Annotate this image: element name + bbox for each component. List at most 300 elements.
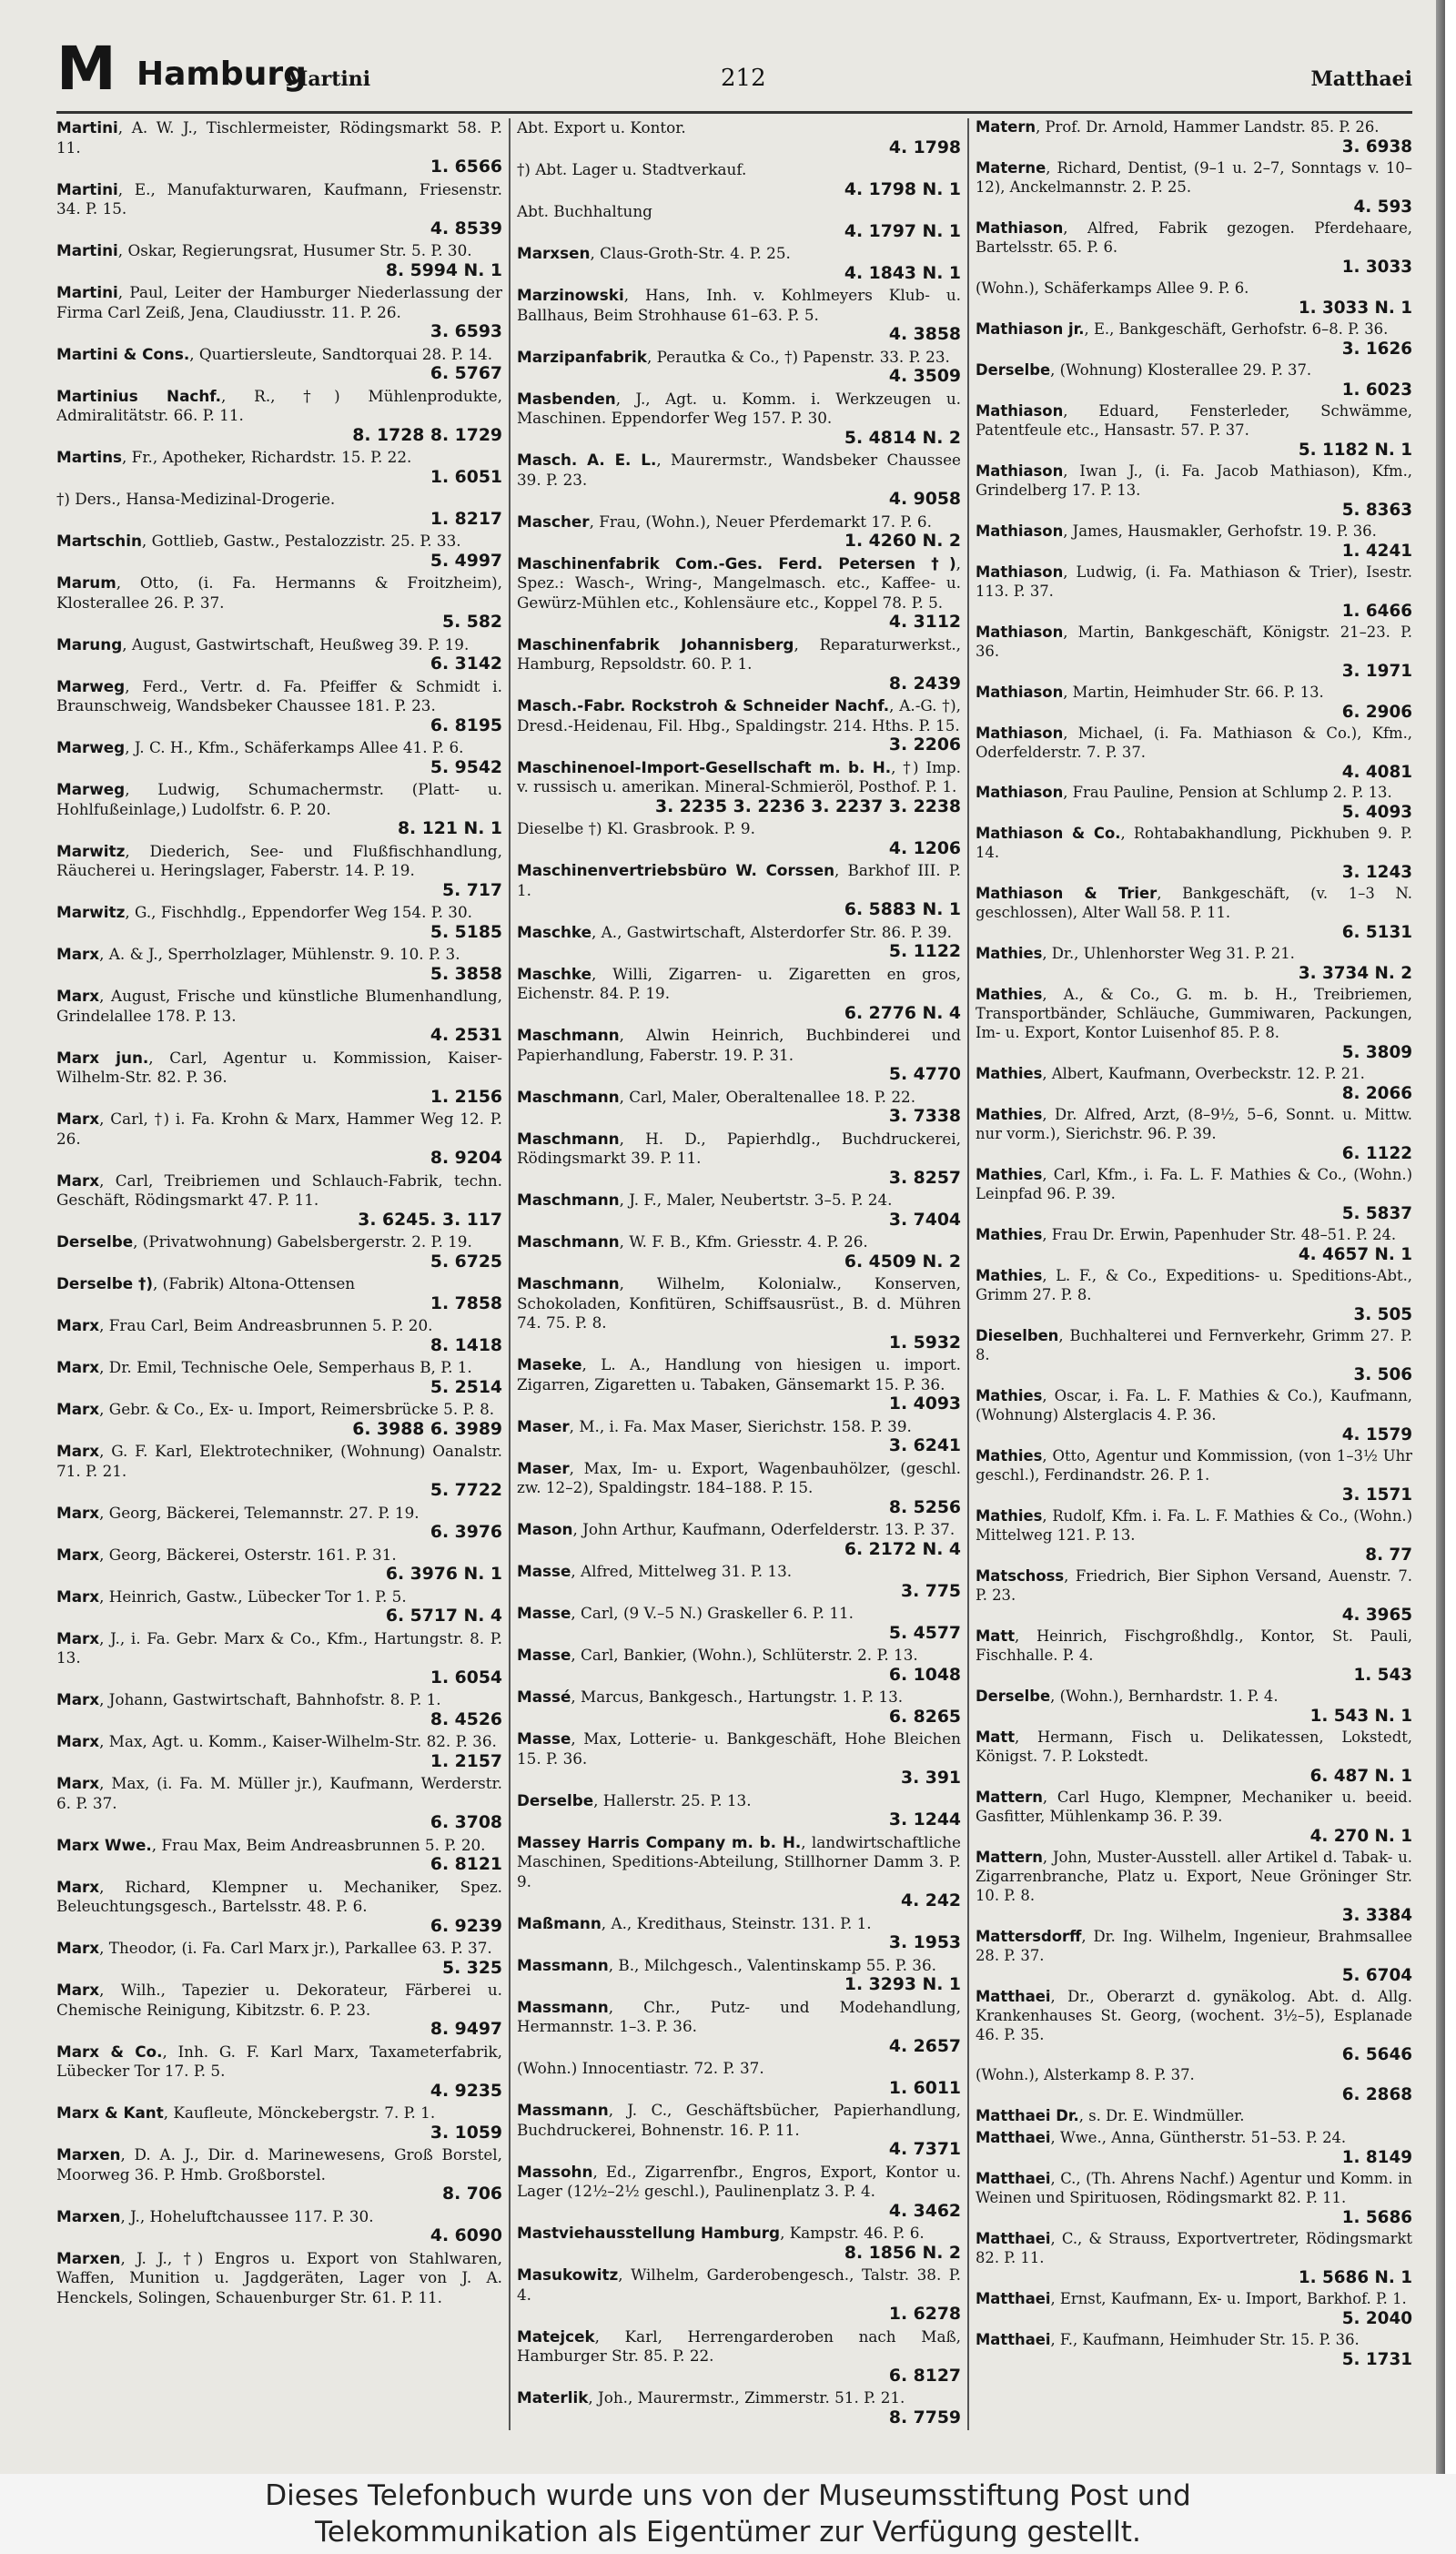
entry-text: Martini, Paul, Leiter der Hamburger Niederlassung der Firma Carl Zeiß, Jena, Claudiusstr. 11. P. 26.: [56, 283, 502, 321]
entry-text: Mathies, Otto, Agentur und Kommission, (von 1–3½ Uhr geschl.), Ferdinandstr. 26. P. 1.: [976, 1446, 1412, 1484]
phone-number: 6. 2776 N. 4: [844, 1003, 961, 1023]
phone-number: 5. 717: [441, 880, 502, 900]
entry-text: Marwitz, G., Fischhdlg., Eppendorfer Weg 154. P. 30.: [56, 903, 472, 921]
page-header: [56, 36, 1412, 109]
phone-number: 8. 1418: [430, 1335, 502, 1355]
directory-entry: [56, 1400, 502, 1439]
directory-entry: [56, 1316, 502, 1355]
entry-text: Marx, Carl, †) i. Fa. Krohn & Marx, Hammer Weg 12. P. 26.: [56, 1110, 502, 1148]
directory-entry: [976, 1728, 1412, 1786]
phone-number: 5. 6704: [1341, 1965, 1412, 1985]
header-first-entry: Martini: [286, 67, 371, 91]
directory-entry: [56, 1232, 502, 1272]
directory-entry: [517, 1604, 961, 1643]
directory-entry: [517, 861, 961, 920]
phone-number: 3. 6241: [888, 1436, 961, 1455]
entry-text: Maschinenoel-Import-Gesellschaft m. b. H., †) Imp. v. russisch u. amerikan. Mineral-Schmieröl, Posthof. P. 1.: [517, 757, 961, 796]
directory-entry: [976, 2129, 1412, 2167]
phone-number: 3. 7404: [888, 1210, 961, 1230]
phone-number: 1. 5686: [1341, 2208, 1412, 2228]
phone-number: 5. 4093: [1341, 803, 1412, 823]
column-3: [976, 118, 1412, 2430]
directory-entry: [56, 241, 502, 280]
directory-entry: [976, 784, 1412, 822]
entry-text: Marx, A. & J., Sperrholzlager, Mühlenstr. 9. 10. P. 3.: [56, 945, 460, 963]
column-divider: [509, 118, 511, 2430]
directory-entry: [517, 160, 961, 199]
entry-text: Mathiason & Co., Rohtabakhandlung, Pickhuben 9. P. 14.: [976, 825, 1412, 862]
entry-text: Massey Harris Company m. b. H., landwirtschaftliche Maschinen, Speditions-Abteilung, Stillhorner Damm 3. P. 9.: [517, 1832, 961, 1890]
directory-entry: [976, 361, 1412, 400]
phone-number: 5. 9542: [430, 757, 502, 777]
phone-number: 6. 8195: [430, 715, 502, 735]
phone-number: 6. 1122: [1341, 1144, 1412, 1164]
directory-entry: [976, 2170, 1412, 2227]
entry-text: Marx & Co., Inh. G. F. Karl Marx, Taxameterfabrik, Lübecker Tor 17. P. 5.: [56, 2042, 502, 2080]
entry-text: Matthaei, Dr., Oberarzt d. gynäkolog. Abt. d. Allg. Krankenhauses St. Georg, (wochent. 3½–5), Esplanade 46. P. 35.: [976, 1987, 1412, 2043]
directory-entry: [56, 180, 502, 239]
entry-text: Mathies, Dr., Uhlenhorster Weg 31. P. 21.: [976, 945, 1295, 963]
entry-text: Masse, Alfred, Mittelweg 31. P. 13.: [517, 1562, 793, 1580]
phone-number: 4. 1798: [888, 137, 961, 157]
phone-number: 6. 8127: [888, 2366, 961, 2386]
page-number: 212: [721, 65, 766, 92]
directory-entry: [976, 118, 1412, 157]
phone-number: 1. 6011: [888, 2078, 961, 2098]
phone-number: 1. 543 N. 1: [1309, 1706, 1412, 1726]
entry-text: Marx, Georg, Bäckerei, Telemannstr. 27. P. 19.: [56, 1503, 420, 1522]
entry-text: Mathiason, James, Hausmakler, Gerhofstr. 19. P. 36.: [976, 522, 1377, 540]
entry-text: Matthaei, Wwe., Anna, Güntherstr. 51–53. P. 24.: [976, 2129, 1347, 2147]
directory-entry: [56, 1504, 502, 1543]
phone-number: 3. 1059: [430, 2123, 502, 2143]
entry-text: Abt. Export u. Kontor.: [517, 118, 686, 137]
entry-text: Matschoss, Friedrich, Bier Siphon Versand, Auenstr. 7. P. 23.: [976, 1566, 1412, 1604]
phone-number: 4. 3509: [888, 367, 961, 386]
footer-line-2: Telekommunikation als Eigentümer zur Verfügung gestellt.: [315, 2516, 1141, 2549]
phone-number: 1. 6054: [430, 1667, 502, 1687]
directory-entry: [517, 758, 961, 817]
phone-number: 8. 1856 N. 2: [844, 2243, 961, 2263]
entry-text: Mastviehausstellung Hamburg, Kampstr. 46. P. 6.: [517, 2224, 925, 2242]
entry-text: Maschmann, Carl, Maler, Oberaltenallee 18. P. 22.: [517, 1087, 916, 1106]
phone-number: 1. 543: [1353, 1665, 1412, 1685]
phone-number: 3. 506: [1353, 1365, 1412, 1385]
directory-entry: [517, 390, 961, 449]
entry-text: Mathiason, Iwan J., (i. Fa. Jacob Mathiason), Kfm., Grindelberg 17. P. 13.: [976, 461, 1412, 499]
entry-text: Martins, Fr., Apotheker, Richardstr. 15. P. 22.: [56, 448, 412, 466]
header-letter: M: [56, 34, 116, 104]
directory-entry: [517, 1520, 961, 1559]
directory-entry: [56, 2042, 502, 2102]
phone-number: 4. 7371: [888, 2140, 961, 2159]
entry-text: Marx, Max, Agt. u. Komm., Kaiser-Wilhelm-Str. 82. P. 36.: [56, 1732, 497, 1750]
entry-text: Mason, John Arthur, Kaufmann, Oderfelderstr. 13. P. 37.: [517, 1520, 956, 1538]
phone-number: 8. 5994 N. 1: [385, 260, 502, 280]
directory-entry: [56, 490, 502, 529]
directory-entry: [976, 825, 1412, 882]
phone-number: 1. 8149: [1341, 2148, 1412, 2168]
directory-entry: [517, 1646, 961, 1685]
phone-number: 6. 5767: [430, 364, 502, 383]
directory-entry: [976, 279, 1412, 318]
phone-number: 6. 8121: [430, 1855, 502, 1874]
phone-number: 8. 706: [441, 2184, 502, 2204]
phone-number: 1. 3033: [1341, 257, 1412, 277]
entry-text: Maschmann, J. F., Maler, Neubertstr. 3–5. P. 24.: [517, 1191, 893, 1209]
directory-entry: [976, 1627, 1412, 1685]
phone-number: 3. 6938: [1341, 137, 1412, 157]
entry-text: Masch.-Fabr. Rockstroh & Schneider Nachf., A.-G. †), Dresd.-Heidenau, Fil. Hbg., Spaldingstr. 214. Hths. P. 15.: [517, 696, 961, 735]
directory-entry: [56, 573, 502, 633]
phone-number: 1. 6566: [430, 157, 502, 177]
entry-text: Maschmann, W. F. B., Kfm. Griesstr. 4. P. 26.: [517, 1232, 868, 1251]
entry-text: Mathiason, Martin, Bankgeschäft, Königstr. 21–23. P. 36.: [976, 623, 1412, 660]
phone-number: 6. 5646: [1341, 2044, 1412, 2064]
entry-text: Maschmann, H. D., Papierhdlg., Buchdruckerei, Rödingsmarkt 39. P. 11.: [517, 1129, 961, 1167]
phone-number: 3. 1243: [1341, 863, 1412, 883]
directory-entry: [976, 1789, 1412, 1846]
entry-text: Mathies, L. F., & Co., Expeditions- u. Speditions-Abt., Grimm 27. P. 8.: [976, 1267, 1412, 1304]
entry-text: Masukowitz, Wilhelm, Garderobengesch., Talstr. 38. P. 4.: [517, 2265, 961, 2304]
entry-text: Maschinenfabrik Com.-Ges. Ferd. Petersen †), Spez.: Wasch-, Wring-, Mangelmasch. etc., Kaffee- u. Gewürz-Mühlen etc., Kohlensäure etc., Koppel 78. P. 5.: [517, 553, 961, 612]
directory-entry: [517, 1998, 961, 2057]
directory-entry: [517, 965, 961, 1024]
footer-note: [0, 2474, 1456, 2554]
entry-text: Matt, Hermann, Fisch u. Delikatessen, Lokstedt, Königst. 7. P. Lokstedt.: [976, 1728, 1412, 1765]
phone-number: 1. 3293 N. 1: [844, 1975, 961, 1994]
entry-text: †) Abt. Lager u. Stadtverkauf.: [517, 160, 747, 178]
entry-text: Mascher, Frau, (Wohn.), Neuer Pferdemarkt 17. P. 6.: [517, 512, 932, 531]
entry-text: Maser, Max, Im- u. Export, Wagenbauhölzer, (geschl. zw. 12–2), Spaldingstr. 184–188. P. 15.: [517, 1458, 961, 1496]
entry-text: Martini, A. W. J., Tischlermeister, Rödingsmarkt 58. P. 11.: [56, 118, 502, 157]
phone-number: 4. 1579: [1341, 1424, 1412, 1444]
directory-entry: [56, 1629, 502, 1688]
entry-text: Masse, Carl, (9 V.–5 N.) Graskeller 6. P. 11.: [517, 1604, 854, 1622]
directory-entry: [976, 1166, 1412, 1223]
entry-text: Derselbe, (Wohnung) Klosterallee 29. P. 37.: [976, 360, 1312, 379]
directory-entry: [517, 202, 961, 241]
entry-text: Mathiason, Michael, (i. Fa. Mathiason & Co.), Kfm., Oderfelderstr. 7. P. 37.: [976, 724, 1412, 761]
directory-entry: [56, 1732, 502, 1771]
phone-number: 6. 5883 N. 1: [844, 900, 961, 919]
directory-entry: [517, 1355, 961, 1414]
phone-number: 6. 1048: [888, 1665, 961, 1685]
phone-number: 5. 3858: [430, 964, 502, 984]
entry-text: Massmann, Chr., Putz- und Modehandlung, Hermannstr. 1–3. P. 36.: [517, 1997, 961, 2035]
phone-number: 8. 7759: [888, 2407, 961, 2427]
footer-line-1: Dieses Telefonbuch wurde uns von der Museumsstiftung Post und: [265, 2479, 1191, 2512]
entry-text: Derselbe, (Wohn.), Bernhardstr. 1. P. 4.: [976, 1687, 1279, 1705]
phone-number: 5. 4997: [430, 551, 502, 571]
directory-entry: [517, 348, 961, 387]
phone-number: 1. 8217: [430, 509, 502, 529]
phone-number: 3. 6593: [430, 322, 502, 341]
directory-entry: [976, 219, 1412, 277]
entry-text: Marx, Johann, Gastwirtschaft, Bahnhofstr. 8. P. 1.: [56, 1690, 441, 1708]
entry-text: Mathiason, Eduard, Fensterleder, Schwämme, Patentfeule etc., Hansastr. 57. P. 37.: [976, 401, 1412, 439]
phone-number: 6. 3976 N. 1: [385, 1565, 502, 1584]
entry-text: Massohn, Ed., Zigarrenfbr., Engros, Export, Kontor u. Lager (12½–2½ geschl.), Paulinenplatz 3. P. 4.: [517, 2162, 961, 2200]
phone-number: 1. 2157: [430, 1751, 502, 1771]
phone-number: 3. 505: [1353, 1305, 1412, 1325]
directory-entry: [517, 2101, 961, 2160]
phone-number: 1. 6278: [888, 2305, 961, 2324]
entry-text: Maßmann, A., Kredithaus, Steinstr. 131. P. 1.: [517, 1913, 872, 1932]
entry-text: Marx, Wilh., Tapezier u. Dekorateur, Färberei u. Chemische Reinigung, Kibitzstr. 6. P. 23.: [56, 1981, 502, 2019]
directory-entry: [517, 923, 961, 962]
phone-number: 8. 5256: [888, 1497, 961, 1517]
directory-entry: [976, 684, 1412, 722]
entry-text: Marung, August, Gastwirtschaft, Heußweg 39. P. 19.: [56, 634, 470, 654]
phone-number: 1. 4260 N. 2: [844, 532, 961, 551]
phone-number: 6. 9239: [430, 1916, 502, 1936]
directory-entry: [56, 1171, 502, 1231]
phone-number: 4. 242: [900, 1891, 961, 1910]
phone-number: 4. 3462: [888, 2201, 961, 2221]
entry-text: (Wohn.) Innocentiastr. 72. P. 37.: [517, 2059, 764, 2077]
phone-number: 4. 3965: [1341, 1605, 1412, 1625]
phone-number: 5. 5185: [430, 922, 502, 942]
directory-entry: [56, 1878, 502, 1937]
entry-text: Matern, Prof. Dr. Arnold, Hammer Landstr. 85. P. 26.: [976, 118, 1380, 136]
directory-entry: [976, 1849, 1412, 1925]
entry-text: Dieselben, Buchhalterei und Fernverkehr, Grimm 27. P. 8.: [976, 1327, 1412, 1364]
phone-number: 4. 4081: [1341, 762, 1412, 782]
directory-entry: [976, 1567, 1412, 1625]
directory-entry: [517, 696, 961, 755]
phone-number: 1. 3033 N. 1: [1298, 298, 1412, 318]
entry-text: Maschinenfabrik Johannisberg, Reparaturwerkst., Hamburg, Repsoldstr. 60. P. 1.: [517, 634, 961, 673]
directory-entry: [517, 1026, 961, 1085]
phone-number: 8. 9204: [430, 1149, 502, 1168]
entry-text: Marx, Frau Carl, Beim Andreasbrunnen 5. P. 20.: [56, 1316, 433, 1334]
entry-text: Materne, Richard, Dentist, (9–1 u. 2–7, Sonntags v. 10–12), Anckelmannstr. 2. P. 25.: [976, 158, 1412, 196]
phone-number: 5. 1122: [888, 942, 961, 961]
entry-text: Matthaei, Ernst, Kaufmann, Ex- u. Import, Barkhof. P. 1.: [976, 2290, 1407, 2308]
phone-number: 4. 8539: [430, 218, 502, 238]
phone-number: 1. 5932: [888, 1333, 961, 1353]
entry-text: Matthaei Dr., s. Dr. E. Windmüller.: [976, 2107, 1245, 2125]
directory-entry: [517, 1956, 961, 1995]
phone-number: 3. 1953: [888, 1933, 961, 1952]
entry-text: Matthaei, C., (Th. Ahrens Nachf.) Agentur und Komm. in Weinen und Spirituosen, Rödingsmarkt 82. P. 11.: [976, 2170, 1412, 2207]
phone-number: 3. 775: [900, 1581, 961, 1601]
directory-entry: [517, 244, 961, 283]
phone-number: 8. 1728 8. 1729: [352, 425, 502, 445]
phone-number: 5. 582: [441, 613, 502, 632]
directory-entry: [976, 159, 1412, 217]
entry-text: (Wohn.), Schäferkamps Allee 9. P. 6.: [976, 279, 1249, 297]
directory-entry: [56, 532, 502, 571]
entry-text: Mattern, John, Muster-Ausstell. aller Artikel d. Tabak- u. Zigarrenbranche, Platz u. Export, Neue Gröninger Str. 10. P. 8.: [976, 1848, 1412, 1904]
entry-text: Matt, Heinrich, Fischgroßhdlg., Kontor, St. Pauli, Fischhalle. P. 4.: [976, 1627, 1412, 1664]
entry-text: Marx, August, Frische und künstliche Blumenhandlung, Grindelallee 178. P. 13.: [56, 987, 502, 1025]
phone-number: 5. 5837: [1341, 1204, 1412, 1224]
directory-entry: [976, 2107, 1412, 2126]
directory-entry: [56, 2249, 502, 2308]
phone-number: 5. 4770: [888, 1065, 961, 1084]
directory-entry: [976, 1687, 1412, 1726]
directory-entry: [976, 623, 1412, 681]
entry-text: Maschinenvertriebsbüro W. Corssen, Barkhof III. P. 1.: [517, 861, 961, 899]
directory-entry: [517, 512, 961, 552]
phone-number: 1. 2156: [430, 1087, 502, 1107]
entry-text: Marxsen, Claus-Groth-Str. 4. P. 25.: [517, 244, 791, 262]
entry-text: Massé, Marcus, Bankgesch., Hartungstr. 1. P. 13.: [517, 1687, 904, 1706]
directory-entry: [976, 2290, 1412, 2328]
entry-text: Maser, M., i. Fa. Max Maser, Sierichstr. 158. P. 39.: [517, 1416, 912, 1435]
entry-text: Marx, Richard, Klempner u. Mechaniker, Spez. Beleuchtungsgesch., Bartelsstr. 48. P. 6.: [56, 1877, 502, 1915]
column-1: [56, 118, 502, 2430]
directory-entry: [517, 1833, 961, 1911]
directory-entry: [976, 522, 1412, 561]
directory-entry: [56, 1442, 502, 1501]
entry-text: Matthaei, F., Kaufmann, Heimhuder Str. 15. P. 36.: [976, 2331, 1360, 2349]
entry-text: Matthaei, C., & Strauss, Exportvertreter, Rödingsmarkt 82. P. 11.: [976, 2230, 1412, 2267]
phone-number: 6. 3708: [430, 1813, 502, 1832]
entry-text: Marx Wwe., Frau Max, Beim Andreasbrunnen 5. P. 20.: [56, 1835, 486, 1854]
directory-entry: [976, 986, 1412, 1062]
phone-number: 3. 3734 N. 2: [1298, 964, 1412, 984]
directory-entry: [56, 448, 502, 487]
directory-entry: [976, 1988, 1412, 2064]
directory-entry: [976, 402, 1412, 460]
phone-number: 5. 7722: [430, 1481, 502, 1500]
phone-number: 4. 3858: [888, 325, 961, 344]
directory-entry: [56, 387, 502, 446]
entry-text: Marweg, J. C. H., Kfm., Schäferkamps Allee 41. P. 6.: [56, 738, 464, 756]
phone-number: 4. 1797 N. 1: [844, 221, 961, 241]
entry-text: Abt. Buchhaltung: [517, 202, 652, 220]
entry-text: Marx, Theodor, (i. Fa. Carl Marx jr.), Parkallee 63. P. 37.: [56, 1939, 492, 1957]
phone-number: 3. 391: [900, 1769, 961, 1788]
directory-entry: [56, 945, 502, 984]
phone-number: 5. 1731: [1341, 2350, 1412, 2370]
directory-entry: [56, 987, 502, 1046]
directory-entry: [976, 2230, 1412, 2287]
directory-entry: [517, 2327, 961, 2387]
directory-entry: [517, 1687, 961, 1727]
entry-text: Marx, Gebr. & Co., Ex- u. Import, Reimersbrücke 5. P. 8.: [56, 1400, 495, 1418]
directory-entry: [976, 1327, 1412, 1384]
phone-number: 4. 1206: [888, 838, 961, 858]
entry-text: Materlik, Joh., Maurermstr., Zimmerstr. 51. P. 21.: [517, 2388, 905, 2407]
entry-text: Mathies, Carl, Kfm., i. Fa. L. F. Mathies & Co., (Wohn.) Leinpfad 96. P. 39.: [976, 1166, 1412, 1203]
directory-entry: [517, 2163, 961, 2222]
phone-number: 8. 77: [1365, 1545, 1412, 1565]
phone-number: 3. 1971: [1341, 661, 1412, 681]
directory-entry: [517, 635, 961, 694]
scan-edge-shadow: [1436, 0, 1445, 2474]
directory-entry: [517, 1417, 961, 1456]
directory-entry: [517, 451, 961, 510]
phone-number: 4. 9058: [888, 490, 961, 509]
directory-entry: [56, 2103, 502, 2143]
directory-entry: [517, 1191, 961, 1230]
entry-text: Marweg, Ludwig, Schumachermstr. (Platt- u. Hohlfußeinlage,) Ludolfstr. 6. P. 20.: [56, 780, 502, 818]
directory-entry: [976, 1387, 1412, 1444]
phone-number: 6. 2172 N. 4: [844, 1539, 961, 1559]
entry-text: Mathiason, Ludwig, (i. Fa. Mathiason & Trier), Isestr. 113. P. 37.: [976, 562, 1412, 600]
entry-text: Mathiason, Alfred, Fabrik gezogen. Pferdehaare, Bartelsstr. 65. P. 6.: [976, 218, 1412, 256]
directory-entry: [517, 1791, 961, 1830]
entry-text: Mathies, Albert, Kaufmann, Overbeckstr. 12. P. 21.: [976, 1065, 1365, 1083]
entry-text: Marx, Dr. Emil, Technische Oele, Semperhaus B, P. 1.: [56, 1358, 472, 1376]
phone-number: 3. 1244: [888, 1810, 961, 1829]
entry-text: Mathiason, Martin, Heimhuder Str. 66. P. 13.: [976, 683, 1324, 701]
entry-text: Maschke, Willi, Zigarren- u. Zigaretten en gros, Eichenstr. 84. P. 19.: [517, 964, 961, 1002]
column-2: [517, 118, 961, 2430]
directory-entry: [976, 2331, 1412, 2369]
entry-text: Massmann, B., Milchgesch., Valentinskamp 55. P. 36.: [517, 1955, 936, 1974]
entry-text: Mathiason jr., E., Bankgeschäft, Gerhofstr. 6–8. P. 36.: [976, 319, 1389, 338]
phone-number: 4. 270 N. 1: [1309, 1826, 1412, 1846]
phone-number: 3. 1626: [1341, 339, 1412, 359]
directory-entry: [56, 1690, 502, 1729]
header-city: Hamburg: [136, 56, 307, 93]
directory-entry: [56, 903, 502, 942]
entry-text: Marx, G. F. Karl, Elektrotechniker, (Wohnung) Oanalstr. 71. P. 21.: [56, 1442, 502, 1480]
entry-text: Mattern, Carl Hugo, Klempner, Mechaniker u. beeid. Gasfitter, Mühlenkamp 36. P. 39.: [976, 1788, 1412, 1825]
directory-entry: [56, 2145, 502, 2204]
entry-text: Marxen, J., Hoheluftchaussee 117. P. 30.: [56, 2206, 374, 2225]
directory-entry: [56, 1836, 502, 1875]
phone-number: 4. 9235: [430, 2081, 502, 2101]
directory-entry: [976, 1447, 1412, 1505]
phone-number: 6. 5717 N. 4: [385, 1606, 502, 1626]
directory-entry: [517, 1232, 961, 1272]
entry-text: Derselbe †), (Fabrik) Altona-Ottensen: [56, 1274, 356, 1292]
entry-text: Derselbe, (Privatwohnung) Gabelsbergerstr. 2. P. 19.: [56, 1232, 472, 1251]
entry-text: Mattersdorff, Dr. Ing. Wilhelm, Ingenieur, Brahmsallee 28. P. 37.: [976, 1927, 1412, 1964]
directory-entry: [56, 1274, 502, 1313]
entry-text: Maschmann, Alwin Heinrich, Buchbinderei und Papierhandlung, Faberstr. 19. P. 31.: [517, 1026, 961, 1064]
directory-entry: [976, 1226, 1412, 1264]
phone-number: 1. 7858: [430, 1293, 502, 1313]
phone-number: 5. 3809: [1341, 1043, 1412, 1063]
directory-entry: [976, 462, 1412, 520]
directory-entry: [976, 1267, 1412, 1324]
phone-number: 8. 121 N. 1: [397, 819, 502, 838]
phone-number: 3. 6245. 3. 117: [358, 1210, 502, 1230]
entry-text: Marzinowski, Hans, Inh. v. Kohlmeyers Klub- u. Ballhaus, Beim Strohhause 61–63. P. 5.: [517, 286, 961, 324]
phone-number: 5. 8363: [1341, 500, 1412, 520]
phone-number: 4. 1798 N. 1: [844, 179, 961, 199]
entry-text: Marwitz, Diederich, See- und Flußfischhandlung, Räucherei u. Heringslager, Faberstr. 14. P. 19.: [56, 841, 502, 879]
directory-entry: [976, 1928, 1412, 1985]
phone-number: 3. 2206: [888, 735, 961, 755]
entry-text: Maschke, A., Gastwirtschaft, Alsterdorfer Str. 86. P. 39.: [517, 922, 953, 941]
directory-entry: [56, 1358, 502, 1397]
phone-number: 5. 2514: [430, 1377, 502, 1397]
entry-text: Matejcek, Karl, Herrengarderoben nach Maß, Hamburger Str. 85. P. 22.: [517, 2326, 961, 2365]
entry-text: Marx, Georg, Bäckerei, Osterstr. 161. P. 31.: [56, 1545, 397, 1564]
phone-number: 3. 1571: [1341, 1485, 1412, 1505]
directory-entry: [56, 780, 502, 839]
entry-text: Maschmann, Wilhelm, Kolonialw., Konserven, Schokoladen, Konfitüren, Schiffsausrüst., B. d. Mühren 74. 75. P. 8.: [517, 1274, 961, 1332]
entry-text: Maseke, L. A., Handlung von hiesigen u. import. Zigarren, Zigaretten u. Tabaken, Gänsemarkt 15. P. 36.: [517, 1355, 961, 1394]
entry-text: Mathiason, Frau Pauline, Pension at Schlump 2. P. 13.: [976, 784, 1392, 802]
entry-text: Marx, Carl, Treibriemen und Schlauch-Fabrik, techn. Geschäft, Rödingsmarkt 47. P. 11.: [56, 1171, 502, 1209]
directory-entry: [56, 1774, 502, 1833]
directory-entry: [56, 118, 502, 177]
directory-entry: [56, 2207, 502, 2246]
directory-entry: [976, 885, 1412, 942]
entry-text: Marx, Max, (i. Fa. M. Müller jr.), Kaufmann, Werderstr. 6. P. 37.: [56, 1774, 502, 1812]
directory-entry: [976, 320, 1412, 359]
phone-number: 3. 8257: [888, 1168, 961, 1188]
